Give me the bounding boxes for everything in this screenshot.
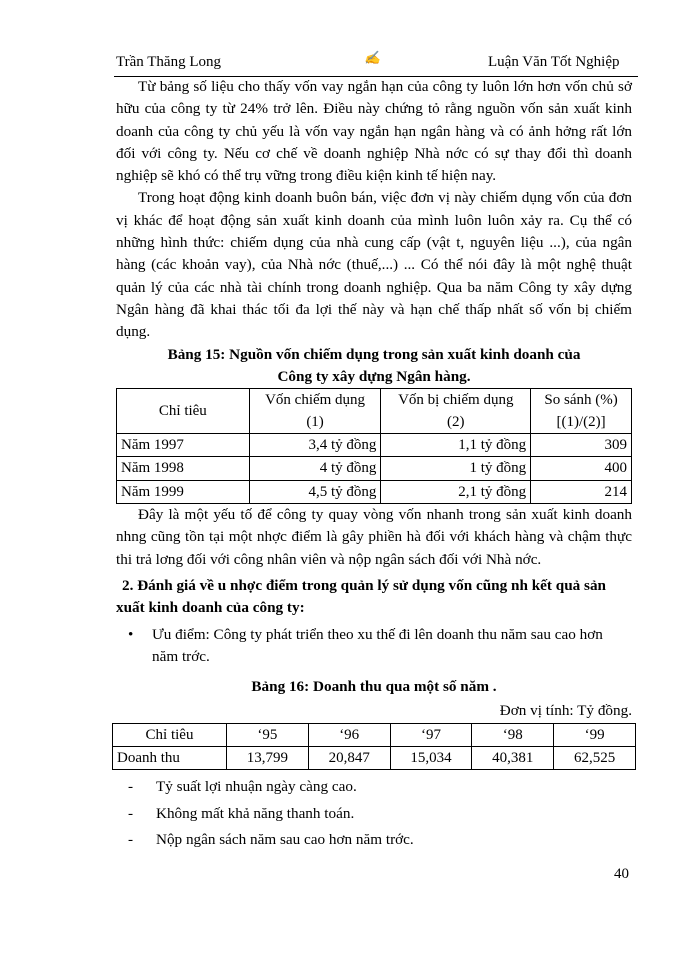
revenue-cell: 40,381 (472, 747, 554, 770)
cell-v1: 3,4 tỷ đồng (249, 434, 381, 457)
cell-v2: 1,1 tỷ đồng (381, 434, 531, 457)
row-label: Năm 1997 (117, 434, 250, 457)
table-row (117, 434, 632, 457)
pen-ornament-icon: ✍ (364, 50, 381, 65)
bullet-icon: • (128, 625, 134, 643)
dash-marker: - (128, 830, 134, 848)
table16-caption: Bảng 16: Doanh thu qua một số năm . (251, 678, 497, 696)
list-item (116, 829, 632, 851)
page-number: 40 (614, 866, 629, 882)
paragraph-1: Từ bảng số liệu cho thấy vốn vay ngắn hạn của công ty luôn lớn hơn vốn chủ sở hữu của công ty từ 24% trở lên. Điều này chứng tỏ rằng nguồn vốn sản xuất kinh doanh của công ty chủ yếu là vốn vay ngắn hạn ngân hàng và có ảnh hởng rất lớn đối với công ty. Nếu cơ chế về doanh nghiệp Nhà nớc có sự thay đổi thì doanh nghiệp sẽ khó có thể trụ vững trong điều kiện kinh tế hiện nay. (116, 78, 632, 185)
table-16 (112, 723, 636, 771)
year-cell: ‘96 (308, 723, 390, 746)
year-cell: ‘97 (390, 723, 472, 746)
year-cell: ‘98 (472, 723, 554, 746)
table16-header-row (113, 723, 636, 746)
year-cell: ‘99 (554, 723, 636, 746)
paragraph-2: Trong hoạt động kinh doanh buôn bán, việc đơn vị này chiếm dụng vốn của đơn vị khác để hoạt động sản xuất kinh doanh của mình luôn luôn xảy ra. Cụ thể có những hình thức: chiếm dụng của nhà cung cấp (vật t, nguyên liệu ...), của ngân hàng (các khoản vay), của Nhà nớc (thuế,...) ... Có thể nói đây là một nghệ thuật quản lý của các nhà tài chính trong doanh nghiệp. Qua ba năm Công ty xây dựng Ngân hàng đã khai thác tối đa lợi thế này và hạn chế thấp nhất số vốn bị chiếm dụng. (116, 189, 632, 341)
body-text (116, 76, 632, 851)
cell-ratio: 214 (531, 480, 632, 503)
table15-header-row (117, 389, 632, 434)
list-item-text: Nộp ngân sách năm sau cao hơn năm trớc. (156, 830, 414, 848)
table15-header-v1: Vốn chiếm dụng (1) (249, 389, 381, 434)
cell-v1: 4,5 tỷ đồng (249, 480, 381, 503)
revenue-cell: 20,847 (308, 747, 390, 770)
revenue-cell: 13,799 (227, 747, 309, 770)
table-15 (116, 388, 632, 504)
row-label: Năm 1998 (117, 457, 250, 480)
revenue-cell: 62,525 (554, 747, 636, 770)
row-label: Doanh thu (113, 747, 227, 770)
header-author: Trần Thăng Long (116, 54, 221, 70)
table16-header-label: Chỉ tiêu (113, 723, 227, 746)
bullet-item (116, 624, 632, 669)
paragraph-3: Đây là một yếu tố để công ty quay vòng vốn nhanh trong sản xuất kinh doanh nhng cũng tồn tại một nhợc điểm là gây phiền hà đối với khách hàng và chậm thực thi trả lơng đối với công nhân viên và nộp ngân sách đối với Nhà nớc. (116, 506, 632, 568)
table15-caption-1: Bảng 15: Nguồn vốn chiếm dụng trong sản xuất kinh doanh của (167, 345, 581, 363)
section-heading: 2. Đánh giá về u nhợc điểm trong quản lý sử dụng vốn cũng nh kết quả sản xuất kinh doanh của công ty: (116, 576, 606, 617)
table15-header-v2: Vốn bị chiếm dụng (2) (381, 389, 531, 434)
list-item-text: Không mất khả năng thanh toán. (156, 804, 355, 822)
row-label: Năm 1999 (117, 480, 250, 503)
table15-header-label: Chỉ tiêu (117, 389, 250, 434)
dash-marker: - (128, 778, 134, 796)
year-cell: ‘95 (227, 723, 309, 746)
table-row (117, 480, 632, 503)
cell-ratio: 400 (531, 457, 632, 480)
bullet-text: Ưu điểm: Công ty phát triển theo xu thế đi lên doanh thu năm sau cao hơn năm trớc. (152, 625, 603, 665)
list-item (116, 776, 632, 798)
cell-v2: 1 tỷ đồng (381, 457, 531, 480)
revenue-cell: 15,034 (390, 747, 472, 770)
list-item-text: Tỷ suất lợi nhuận ngày càng cao. (156, 778, 357, 796)
table16-unit: Đơn vị tính: Tỷ đồng. (499, 702, 632, 720)
table-row (113, 747, 636, 770)
cell-ratio: 309 (531, 434, 632, 457)
dash-marker: - (128, 804, 134, 822)
table15-caption-2: Công ty xây dựng Ngân hàng. (277, 367, 471, 385)
header-title: Luận Văn Tốt Nghiệp (488, 54, 620, 70)
table15-header-ratio: So sánh (%) [(1)/(2)] (531, 389, 632, 434)
table-row (117, 457, 632, 480)
cell-v2: 2,1 tỷ đồng (381, 480, 531, 503)
list-item (116, 803, 632, 825)
cell-v1: 4 tỷ đồng (249, 457, 381, 480)
